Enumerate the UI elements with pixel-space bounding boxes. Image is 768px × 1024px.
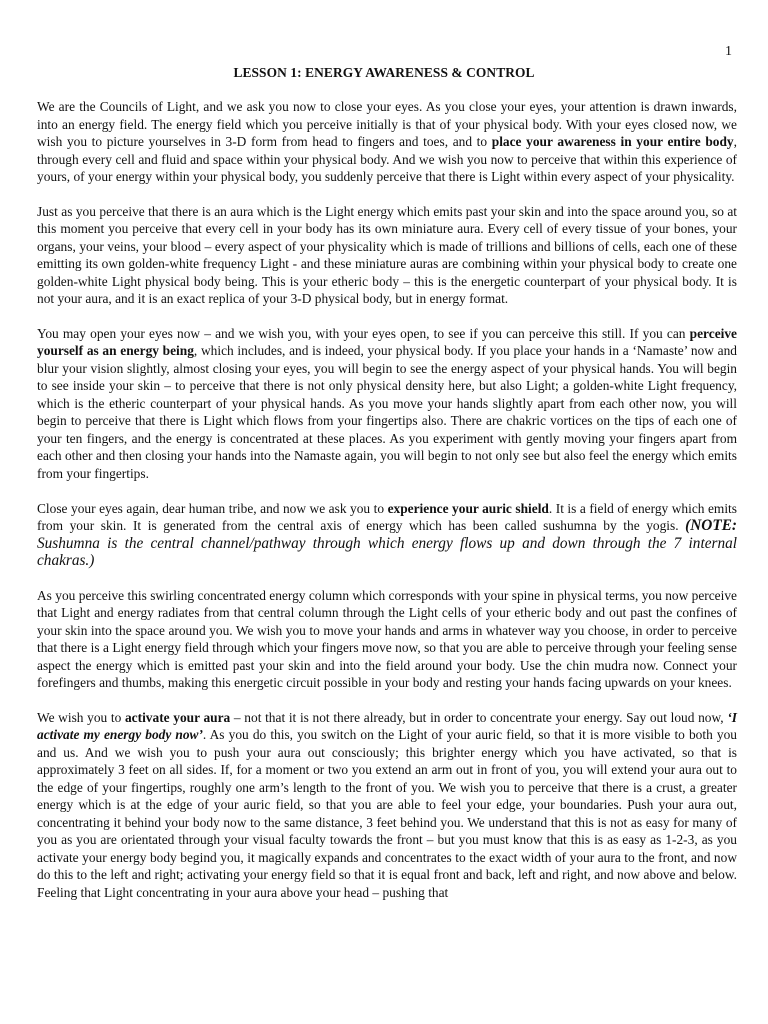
paragraph-2: Just as you perceive that there is an aura which is the Light energy which emits past your skin and into the space around you, so at this moment you perceive that every cell in your body has its own miniature aura. Every cell of every tissue of your bones, your organs, your veins, your blood – every aspect of your physicality which is made of trillions and billions of cells, each one of these emitting its own golden-white frequency Light - and these miniature auras are combining within your physical body to create one golden-white Light physical body being. This is your etheric body – this is the energetic counterpart of your physical body. It is not your aura, and it is an exact replica of your 3-D physical body, but in energy format.: [37, 203, 737, 307]
paragraph-3-text-a: You may open your eyes now – and we wish you, with your eyes open, to see if you can perceive this still. If you can: [37, 325, 690, 341]
paragraph-3-text-c: , which includes, and is indeed, your physical body. If you place your hands in a ‘Namaste’ now and blur your vision slightly, almost closing your eyes, you will begin to see the energy aspect of your physical hands. You will begin to see inside your skin – to perceive that there is not only physical density here, but also Light; a golden-white Light frequency, which is the etheric counterpart of your physical hands. As you move your hands slightly apart from each other now, you will begin to perceive that there is Light which flows from your fingertips also. There are chakric vortices on the tips of each one of your ten fingers, and the energy is concentrated at these places. As you experiment with gently moving your fingers apart from each other and then closing your hands into the Namaste again, you will begin to not only see but also feel the energy which emits from your fingertips.: [37, 343, 737, 481]
paragraph-1: [37, 98, 737, 186]
paragraph-5: As you perceive this swirling concentrated energy column which corresponds with your spine in physical terms, you now perceive that Light and energy radiates from that central column through the Light cells of your etheric body and out past the confines of your skin into the space around you. We wish you to move your hands and arms in whatever way you choose, in order to perceive that there is a Light energy field through which your fingers move now, so that you are able to perceive through your feeling sense aspect the energy which is emitted past your skin and into the field around your body. Use the chin mudra now. Connect your forefingers and thumbs, making this energetic circuit possible in your body and resting your hands facing upwards on your knees.: [37, 587, 737, 691]
page-number: 1: [725, 44, 732, 59]
note-text: Sushumna is the central channel/pathway through which energy flows up and down through the 7 internal chakras.): [37, 534, 737, 570]
paragraph-6-text-e: . As you do this, you switch on the Light of your auric field, so that it is more visible to both you and us. And we wish you to push your aura out consciously; this brighter energy which you have activated, so that is approximately 3 feet on all sides. If, for a moment or two you extend an arm out in front of you, you will extend your aura out to the edge of your fingertips, roughly one arm’s length to the front of you. We wish you to perceive that there is a crust, a greater energy which is at the edge of your auric field, so that you are able to feel your edge, your boundaries. Push your aura out, concentrating it behind your body now to the same distance, 3 feet behind you. We understand that this is not as easy for many of you as you are orientated through your visual faculty towards the front – but you must know that this is as easy as 1-2-3, as you activate your energy body begind you, it magically expands and concentrates to the exact width of your aura to the front, and now do this to the left and right; activating your energy field so that it is equal front and back, left and right, and now above and below. Feeling that Light concentrating in your aura above your head – pushing that: [37, 727, 737, 900]
paragraph-6-quote: ‘I activate my energy body now’: [37, 709, 737, 743]
paragraph-3: [37, 325, 737, 483]
paragraph-3-emphasis: perceive yourself as an energy being: [37, 325, 737, 359]
paragraph-1-text-c: , through every cell and fluid and space within your physical body. And we wish you now to perceive that within this experience of yours, of your energy within your physical body, you suddenly perceive that there is Light within every aspect of your physicality.: [37, 134, 737, 184]
lesson-title: LESSON 1: ENERGY AWARENESS & CONTROL: [233, 65, 535, 80]
paragraph-6-text-a: We wish you to: [37, 709, 125, 725]
paragraph-6-text-c: – not that it is not there already, but in order to concentrate your energy. Say out loud now,: [230, 709, 728, 725]
paragraph-6-emphasis: activate your aura: [124, 709, 231, 725]
paragraph-6: [37, 709, 737, 902]
paragraph-4: [37, 500, 737, 570]
paragraph-1-emphasis: place your awareness in your entire body: [491, 134, 734, 149]
paragraph-4-text-c: . It is a field of energy which emits from your skin. It is generated from the central axis of energy which has been called sushumna by the yogis.: [37, 500, 737, 534]
paragraph-4-text-a: Close your eyes again, dear human tribe, and now we ask you to: [37, 500, 388, 516]
document-body: [37, 98, 737, 919]
paragraph-1-text-a: We are the Councils of Light, and we ask you now to close your eyes. As you close your eyes, your attention is drawn inwards, into an energy field. The energy field which you perceive initially is that of your physical body. With your eyes closed now, we wish you to picture yourselves in 3-D form from head to fingers and toes, and to: [37, 99, 737, 149]
paragraph-4-emphasis: experience your auric shield: [387, 500, 549, 516]
note-label: (NOTE:: [685, 517, 737, 535]
